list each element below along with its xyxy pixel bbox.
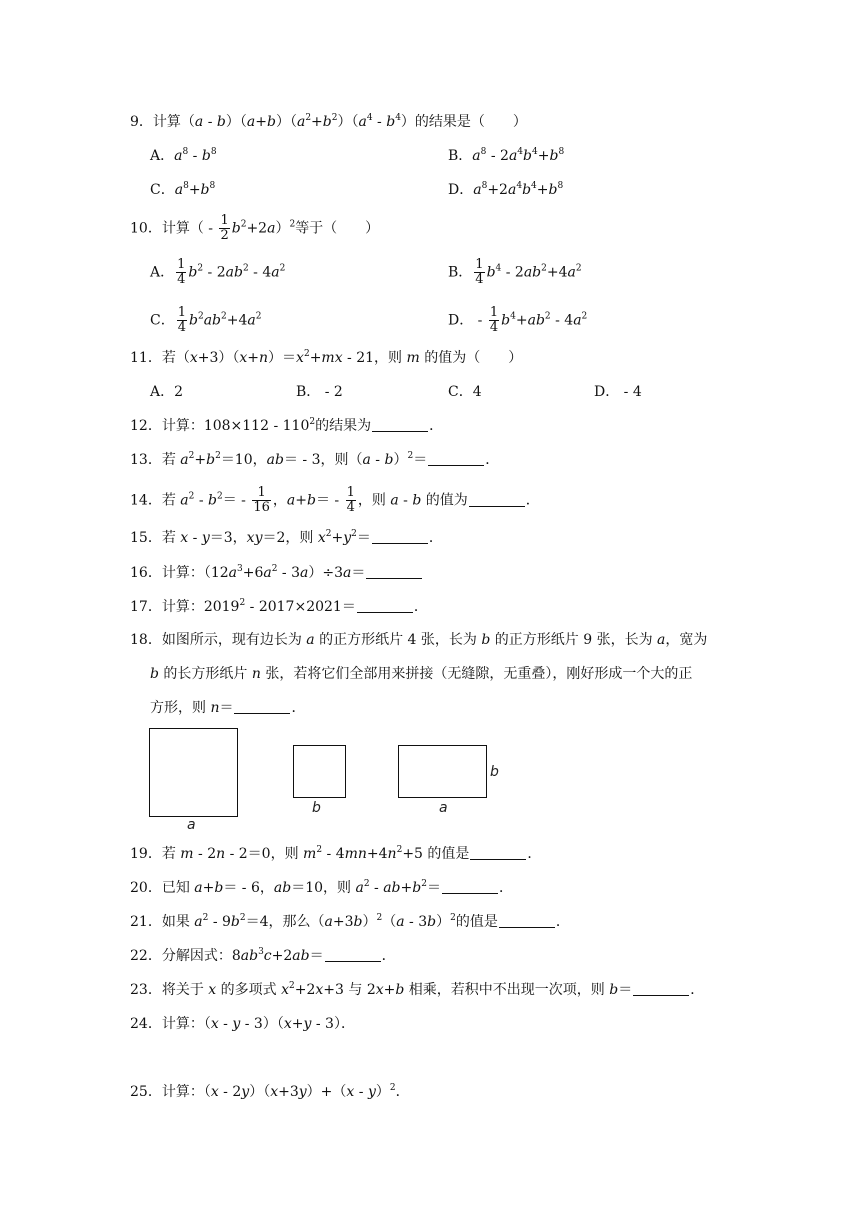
question-10: 10．计算（ - $\frac{1}{2}$ $b^2+2a)^2$等于（ ） bbox=[130, 213, 380, 243]
question-20: 20．已知 a+b＝ - 6，ab＝10，则 $a^2 - ab+b^2=$ ． bbox=[130, 879, 513, 896]
answer-blank bbox=[325, 949, 381, 962]
answer-blank bbox=[372, 419, 428, 432]
q11-option-c: C．4 bbox=[448, 384, 482, 400]
label-a-large-square: a bbox=[187, 817, 196, 833]
question-18-line-3: 方形，则 n＝ ． bbox=[150, 700, 306, 716]
question-12: 12．计算：$108\times 112 - 110^2$的结果为 ． bbox=[130, 417, 444, 434]
answer-blank bbox=[442, 881, 498, 894]
q10-option-d: D． - $\frac{1}{4}$ $b^4+ab^2 - 4a^2$ bbox=[448, 305, 588, 335]
answer-blank bbox=[428, 453, 484, 466]
answer-blank bbox=[470, 847, 526, 860]
q11-option-b: B． - 2 bbox=[296, 384, 343, 400]
question-11: 11．若$(x+3)(x+n)=x^2+mx - 21$，则 m 的值为（ ） bbox=[130, 349, 523, 366]
rectangle-a-by-b bbox=[398, 745, 487, 798]
paper-shapes-figure bbox=[140, 722, 520, 834]
answer-blank bbox=[234, 701, 290, 714]
question-16: 16．计算：$(12a^3+6a^2 - 3a)\div 3a=$ bbox=[130, 563, 423, 583]
label-a-rectangle: a bbox=[439, 800, 448, 816]
q10-option-c: C． $\frac{1}{4}$ $b^2ab^2+4a^2$ bbox=[150, 305, 262, 335]
question-24: 24．计算：（x - y - 3）（x+y - 3）． bbox=[130, 1016, 355, 1032]
q10-option-b: B． $\frac{1}{4}$ $b^4 - 2ab^2+4a^2$ bbox=[448, 257, 582, 287]
question-15: 15．若 x - y＝3，xy＝2，则 $x^2+y^2=$ ． bbox=[130, 529, 443, 546]
answer-blank bbox=[469, 494, 525, 507]
q9-option-d: D．$a^8+2a^4b^4+b^8$ bbox=[448, 181, 564, 198]
fraction: $\frac{1}{2}$ bbox=[220, 213, 229, 243]
q11-option-d: D． - 4 bbox=[594, 384, 642, 400]
q11-option-a: A．2 bbox=[150, 384, 184, 400]
question-9: 9．计算$(a - b)(a+b)(a^2+b^2)(a^4 - b^4)$的结果是（ ） bbox=[130, 113, 527, 130]
label-b-small-square: b bbox=[312, 800, 321, 816]
question-18-line-1: 18．如图所示，现有边长为 a 的正方形纸片 4 张，长为 b 的正方形纸片 9 张，长为 a，宽为 bbox=[130, 632, 708, 648]
q9-option-c: C．$a^8+b^8$ bbox=[150, 181, 216, 198]
question-23: 23．将关于 x 的多项式 $x^2+2x+3$ 与 2x+b 相乘，若积中不出现一次项，则 b＝ ． bbox=[130, 981, 705, 998]
q9-option-b: B．$a^8 - 2a^4b^4+b^8$ bbox=[448, 147, 565, 164]
question-25: 25．计算：（x - 2y）（x+3y）+（x - y）$^2$． bbox=[130, 1083, 410, 1100]
question-13: 13．若 $a^2+b^2=10$，ab＝ - 3，则（a - b）$^2$＝ ． bbox=[130, 451, 500, 468]
small-square-b bbox=[293, 745, 346, 798]
answer-blank bbox=[366, 566, 422, 579]
question-22: 22．分解因式：$8ab^3c+2ab=$ ． bbox=[130, 947, 396, 964]
question-21: 21．如果 $a^2 - 9b^2=4$，那么$(a+3b)^2(a - 3b)^2$的值是 ． bbox=[130, 913, 570, 930]
large-square-a bbox=[149, 728, 238, 817]
label-b-rectangle: b bbox=[490, 764, 499, 780]
answer-blank bbox=[499, 915, 555, 928]
q10-option-a: A． $\frac{1}{4}$ $b^2 - 2ab^2 - 4a^2$ bbox=[150, 257, 286, 287]
question-18-line-2: b 的长方形纸片 n 张，若将它们全部用来拼接（无缝隙，无重叠），刚好形成一个大的正 bbox=[150, 666, 693, 682]
answer-blank bbox=[633, 983, 689, 996]
answer-blank bbox=[357, 600, 413, 613]
question-17: 17．计算：2019$^2$ - 2017×2021＝ ． bbox=[130, 598, 428, 615]
answer-blank bbox=[372, 531, 428, 544]
question-19: 19．若 m - 2n - 2＝0，则 $m^2 - 4mn+4n^2+5$ 的值是 ． bbox=[130, 845, 542, 862]
q9-option-a: A．$a^8 - b^8$ bbox=[150, 147, 217, 164]
question-14: 14．若 $a^2 - b^2=$ - $\frac{1}{16}$ ，a+b＝ - $\frac{1}{4}$ ，则 a - b 的值为 ． bbox=[130, 485, 540, 515]
